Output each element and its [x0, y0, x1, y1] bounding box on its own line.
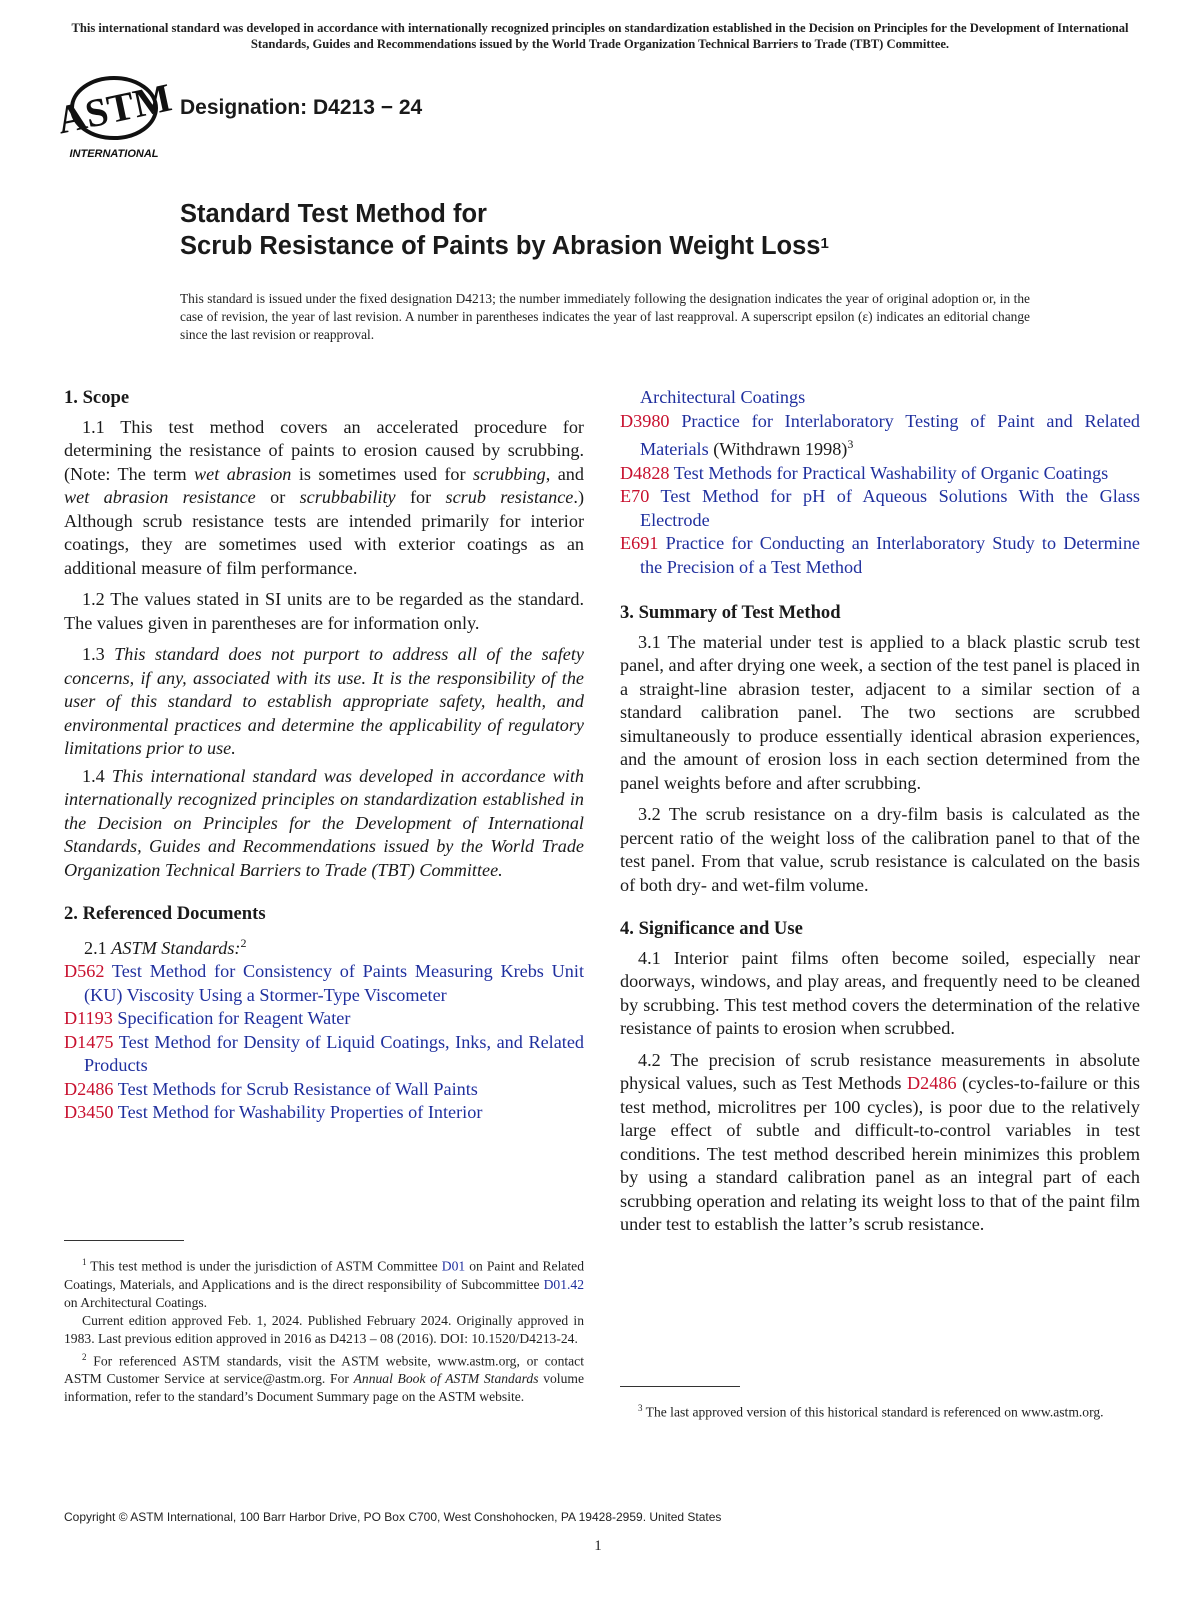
scope-1-3: 1.3 This standard does not purport to address all of the safety concerns, if any, associated with its use. It is the responsibility of the user of this standard to establish appropriate safety, health, and environmental practices and determine the applicability of regulatory limitations prior to use. [64, 644, 584, 758]
footnotes-left [64, 1253, 584, 1406]
reference-code-link[interactable]: E691 [620, 533, 659, 554]
title-line2: Scrub Resistance of Paints by Abrasion Weight Loss [180, 232, 821, 260]
reference-title-link[interactable]: Architectural Coatings [640, 387, 806, 407]
footnote-right [620, 1399, 1140, 1422]
reference-title-link[interactable]: Practice for Conducting an Interlaboratory Study to Determine the Precision of a Test Method [640, 533, 1140, 577]
right-column [620, 386, 1140, 1245]
reference-item [64, 1007, 584, 1031]
reference-item-continued [620, 386, 1140, 410]
significance-heading: 4. Significance and Use [620, 918, 803, 940]
reference-code-link[interactable]: D562 [64, 961, 105, 982]
footnote-1: $^1$ This test method is under the jurisdiction of ASTM Committee D01 on Paint and Related Coatings, Materials, and Applications and is the direct responsibility of Subcommittee D01.42 on Architectural Coatings. [64, 1257, 584, 1310]
astm-logo-icon [52, 64, 176, 168]
left-column [64, 386, 584, 1125]
footnote-2: $^2$ For referenced ASTM standards, visit the ASTM website, www.astm.org, or contact ASTM Customer Service at service@astm.org. For Annual Book of ASTM Standards volume information, refer to the standard’s Document Summary page on the ASTM website. [64, 1351, 584, 1405]
reference-code-link[interactable]: D3980 [620, 410, 670, 431]
refdocs-heading: 2. Referenced Documents [64, 903, 266, 924]
reference-code-link[interactable]: D3450 [64, 1102, 114, 1123]
reference-code-link[interactable]: D1193 [64, 1008, 113, 1029]
issuance-note: This standard is issued under the fixed designation D4213; the number immediately following the designation indicates the year of original adoption or, in the case of revision, the year of last revision. A number in parentheses indicates the year of last reapproval. A superscript epsilon (ε) indicates an editorial change since the last revision or reapproval. [180, 291, 1030, 342]
scope-heading: 1. Scope [64, 387, 130, 408]
reference-list-left [64, 960, 584, 1125]
d01-link[interactable]: D01 [441, 1258, 466, 1274]
reference-item [620, 485, 1140, 532]
reference-title-link[interactable]: Test Method for Washability Properties of Interior [117, 1102, 483, 1123]
reference-code-link[interactable]: D2486 [64, 1078, 114, 1099]
title-line1: Standard Test Method for [180, 200, 487, 228]
reference-code-link[interactable]: E70 [620, 486, 650, 507]
withdrawn-footnote-ref: 3 [847, 437, 854, 451]
svg-text:ASTM: ASTM [52, 74, 176, 143]
reference-title-link[interactable]: Test Methods for Scrub Resistance of Wall Paints [117, 1078, 478, 1099]
reference-title-link[interactable]: Test Method for Density of Liquid Coatings, Inks, and Related Products [84, 1031, 585, 1076]
astm-standards-label: 2.1 ASTM Standards:$^2$ [84, 935, 247, 958]
reference-item [64, 1031, 584, 1078]
significance-4-2: 4.2 The precision of scrub resistance measurements in absolute physical values, such as Test Methods D2486 (cycles-to-failure or this test method, microlitres per 100 cycles), is poor due to the relatively large effect of subtle and difficult-to-control variables in test conditions. The test method described herein minimizes this problem by using a standard calibration panel as an integral part of each scrubbing operation and relating its weight loss to that of the paint film under test to establish the latter’s scrub resistance. [620, 1049, 1140, 1235]
reference-item [64, 1101, 584, 1125]
d01-42-link[interactable]: D01.42 [543, 1276, 584, 1292]
scope-1-4: 1.4 This international standard was developed in accordance with internationally recognized principles on standardization established in the Decision on Principles for the Development of International Standards, Guides and Recommendations issued by the World Trade Organization Technical Barriers to Trade (TBT) Committee. [64, 765, 585, 880]
reference-item [64, 960, 584, 1007]
footnote-edition: Current edition approved Feb. 1, 2024. Published February 2024. Originally approved in 1983. Last previous edition approved in 2016 as D4213 – 08 (2016). DOI: 10.1520/D4213-24. [64, 1312, 584, 1346]
scope-1-2: 1.2 The values stated in SI units are to be regarded as the standard. The values given in parentheses are for information only. [64, 589, 584, 633]
reference-code-link[interactable]: D4828 [620, 462, 670, 483]
copyright: Copyright © ASTM International, 100 Barr Harbor Drive, PO Box C700, West Conshohocken, PA 19428-2959. United States [64, 1510, 722, 1524]
logo-sub: INTERNATIONAL [69, 148, 159, 160]
footnote-rule-right [620, 1386, 740, 1387]
reference-item [620, 532, 1140, 579]
reference-title-link[interactable]: Specification for Reagent Water [117, 1008, 351, 1029]
reference-item [620, 462, 1140, 486]
reference-title-link[interactable]: Practice for Interlaboratory Testing of Paint and Related Materials [640, 410, 1140, 460]
reference-item [620, 410, 1140, 462]
summary-3-1: 3.1 The material under test is applied to a black plastic scrub test panel, and after drying one week, a section of the test panel is placed in a straight-line abrasion tester, adjacent to a similar section of a standard calibration panel. The two sections are scrubbed simultaneously to produce essentially identical abrasion experiences, and the amount of erosion loss in each section determined from the panel weights before and after scrubbing. [620, 631, 1140, 793]
page-title [180, 198, 829, 262]
reference-title-link[interactable]: Test Method for Consistency of Paints Measuring Krebs Unit (KU) Viscosity Using a Stormer-Type Viscometer [84, 961, 584, 1005]
title-footnote-ref: 1 [820, 235, 829, 252]
d2486-link[interactable]: D2486 [907, 1073, 957, 1094]
page-number: 1 [594, 1538, 602, 1554]
footnote-3: $^3$ The last approved version of this historical standard is referenced on www.astm.org. [638, 1403, 1104, 1420]
astm-logo [52, 64, 176, 168]
reference-title-link[interactable]: Test Method for pH of Aqueous Solutions With the Glass Electrode [640, 486, 1140, 530]
footnote-rule-left [64, 1240, 184, 1241]
significance-4-1: 4.1 Interior paint films often become soiled, especially near doorways, windows, and play areas, and frequently need to be cleaned by scrubbing. This test method covers the determination of the relative resistance of paints to erosion when scrubbed. [620, 947, 1140, 1039]
withdrawn-note: (Withdrawn 1998) [708, 439, 848, 460]
summary-3-2: 3.2 The scrub resistance on a dry-film basis is calculated as the percent ratio of the weight loss of the calibration panel to that of the test panel. From that value, scrub resistance is calculated on the basis of both dry- and wet-film volume. [620, 804, 1140, 895]
scope-1-1: 1.1 This test method covers an accelerated procedure for determining the resistance of paints to erosion caused by scrubbing. (Note: The term wet abrasion is sometimes used for scrubbing, and wet abrasion resistance or scrubbability for scrub resistance.) Although scrub resistance tests are intended primarily for interior coatings, they are sometimes used with exterior coatings as an additional measure of film performance. [64, 416, 584, 578]
designation: Designation: D4213 − 24 [180, 96, 423, 119]
reference-item [64, 1078, 584, 1102]
reference-code-link[interactable]: D1475 [64, 1031, 114, 1052]
reference-list-right [620, 386, 1140, 579]
summary-heading: 3. Summary of Test Method [620, 602, 841, 624]
reference-title-link[interactable]: Test Methods for Practical Washability of Organic Coatings [673, 462, 1109, 483]
wto-notice: This international standard was developed in accordance with internationally recognized principles on standardization established in the Decision on Principles for the Development of International Standards, Guides and Recommendations issued by the World Trade Organization Technical Barriers to Trade (TBT) Committee. [71, 21, 1129, 51]
